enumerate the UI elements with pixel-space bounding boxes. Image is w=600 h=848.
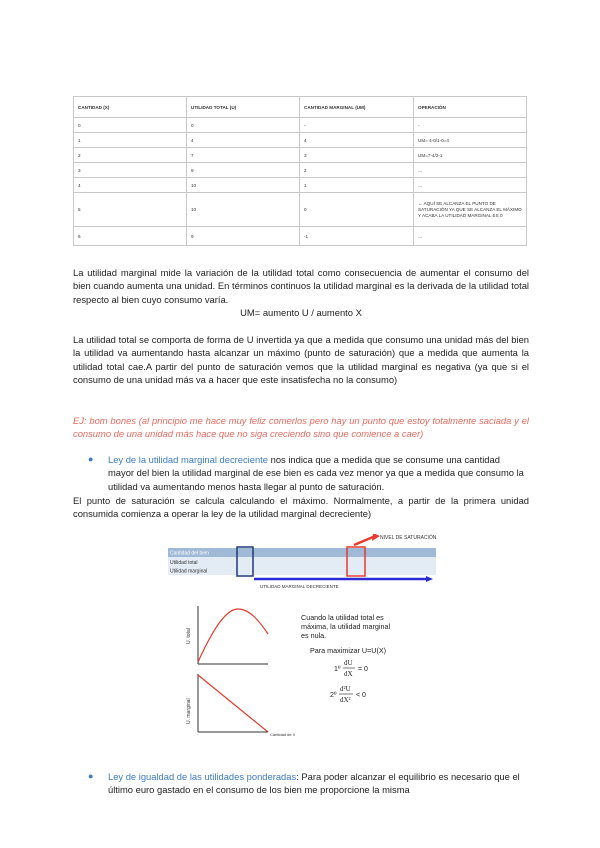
utility-table	[73, 96, 527, 246]
table-header-row	[74, 97, 527, 118]
figure-row-label: Utilidad marginal	[170, 568, 208, 575]
ylabel-marginal: U. marginal	[186, 698, 192, 724]
table-cell: 1	[300, 178, 414, 193]
paragraph-definition: La utilidad marginal mide la variación de la utilidad total como consecuencia de aumentar el consumo del bien cuando aumenta una unidad. En términos continuos la utilidad marginal es la derivada de la utilidad total respecto al bien cuyo consumo varía.	[73, 267, 529, 305]
table-cell: 2	[300, 163, 414, 178]
table-cell: …	[414, 163, 527, 178]
table-cell: ← AQUÍ SE ALCANZA EL PUNTO DE SATURACIÓN YA QUE SE ALCANZA EL MÁXIMO Y ACABA LA UTILIDAD MARGINAL ES 0	[414, 193, 527, 227]
note-line: es nula.	[301, 631, 327, 640]
table-cell: -	[414, 118, 527, 133]
bullet-dot-icon: ●	[88, 454, 94, 464]
bullet-text: nos indica que a medida que se consume una cantidad mayor del bien la utilidad marginal de ese bien es cada vez menor ya que a medida que consumo la utilidad va aumentando menos hasta llegar al punto de saturación.	[108, 454, 524, 492]
table-row	[74, 148, 527, 163]
table-row	[74, 193, 527, 227]
header-cantidad: CANTIDAD (X)	[74, 97, 187, 118]
decreasing-arrowhead-icon	[426, 576, 433, 582]
table-cell: 9	[187, 227, 300, 246]
table-cell: UM= 4-0/1-0=4	[414, 133, 527, 148]
marginal-utility-line	[198, 675, 268, 732]
table-cell: 6	[74, 227, 187, 246]
table-cell: 4	[187, 133, 300, 148]
bullet-law-decreasing	[88, 453, 528, 493]
table-cell: …	[414, 227, 527, 246]
cond2-den: dX²	[340, 696, 351, 704]
bullet-law-equality	[88, 770, 528, 797]
maximize-label: Para maximizar U=U(X)	[310, 646, 387, 655]
table-cell: …	[414, 178, 527, 193]
paragraph-saturation: El punto de saturación se calcula calculando el máximo. Normalmente, a partir de la primera unidad consumida comienza a operar la ley de la utilidad marginal decreciente)	[73, 495, 529, 520]
link-law-equality[interactable]: Ley de igualdad de las utilidades ponderadas	[108, 771, 297, 782]
cond1-den: dX	[344, 670, 353, 678]
table-cell: 7	[187, 148, 300, 163]
table-cell: -	[300, 118, 414, 133]
header-utilidad-total: UTILIDAD TOTAL (U)	[187, 97, 300, 118]
ylabel-total: U. total	[186, 628, 192, 644]
formula-um: UM= aumento U / aumento X	[240, 307, 362, 318]
table-cell: 10	[187, 178, 300, 193]
utility-figure	[168, 534, 436, 744]
table-row	[74, 118, 527, 133]
table-row	[74, 133, 527, 148]
saturation-label: NIVEL DE SATURACIÓN	[380, 535, 436, 541]
figure-row-label: Cantidad del bien	[170, 550, 209, 557]
example-text: EJ: bom bones (al principio me hace muy feliz comerlos pero hay un punto que estoy totalmente saciada y el consumo de una unidad más hace que no siga creciendo sino que comience a caer)	[73, 415, 529, 440]
cond2-prefix: 2º	[330, 692, 337, 699]
table-cell: 3	[300, 148, 414, 163]
note-line: Cuando la utilidad total es	[301, 613, 384, 622]
bullet-dot-icon: ●	[88, 771, 94, 781]
saturation-arrowhead-icon	[372, 534, 380, 541]
table-row	[74, 163, 527, 178]
bullet-text: : Para poder alcanzar el equilibrio es necesario que el último euro gastado en el consumo de los bien me proporcione la misma	[108, 771, 520, 796]
cond1-num: dU	[344, 659, 353, 667]
total-utility-curve	[198, 609, 268, 662]
decreasing-label: UTILIDAD MARGINAL DECRECIENTE	[260, 584, 339, 589]
table-cell: 9	[187, 163, 300, 178]
table-cell: 4	[300, 133, 414, 148]
table-cell: 0	[74, 118, 187, 133]
figure-note	[301, 613, 392, 640]
cond1-prefix: 1º	[334, 666, 341, 673]
table-cell: 1	[74, 133, 187, 148]
table-cell: -1	[300, 227, 414, 246]
xlabel: Cantidad de X	[270, 732, 296, 737]
table-cell: 5	[74, 193, 187, 227]
table-row	[74, 227, 527, 246]
figure-table-body	[168, 557, 436, 575]
table-cell: 10	[187, 193, 300, 227]
cond2-rhs: < 0	[356, 692, 366, 699]
table-cell: 4	[74, 178, 187, 193]
paragraph-total-utility: La utilidad total se comporta de forma de U invertida ya que a medida que consumo una unidad más del bien la utilidad va aumentando hasta alcanzar un máximo (punto de saturación) que a medida que aumenta la utilidad total cae.A partir del punto de saturación vemos que la utilidad marginal es negativa (ya que si el consumo de una unidad más va a hacer que este insatisfecha no la consumo)	[73, 334, 529, 386]
table-cell: 2	[74, 148, 187, 163]
cond1-rhs: = 0	[358, 666, 368, 673]
table-cell: UM=7-4/2-1	[414, 148, 527, 163]
header-cantidad-marginal: CANTIDAD MARGINAL (UM)	[300, 97, 414, 118]
link-law-decreasing[interactable]: Ley de la utilidad marginal decreciente	[108, 454, 268, 465]
figure-row-label: Utilidad total	[170, 560, 198, 566]
header-operacion: OPERACIÓN	[414, 97, 527, 118]
table-cell: 0	[300, 193, 414, 227]
note-line: máxima, la utilidad marginal	[301, 622, 391, 631]
saturation-arrow-icon	[354, 537, 373, 545]
table-cell: 0	[187, 118, 300, 133]
table-row	[74, 178, 527, 193]
table-cell: 3	[74, 163, 187, 178]
cond2-num: d²U	[340, 685, 351, 693]
